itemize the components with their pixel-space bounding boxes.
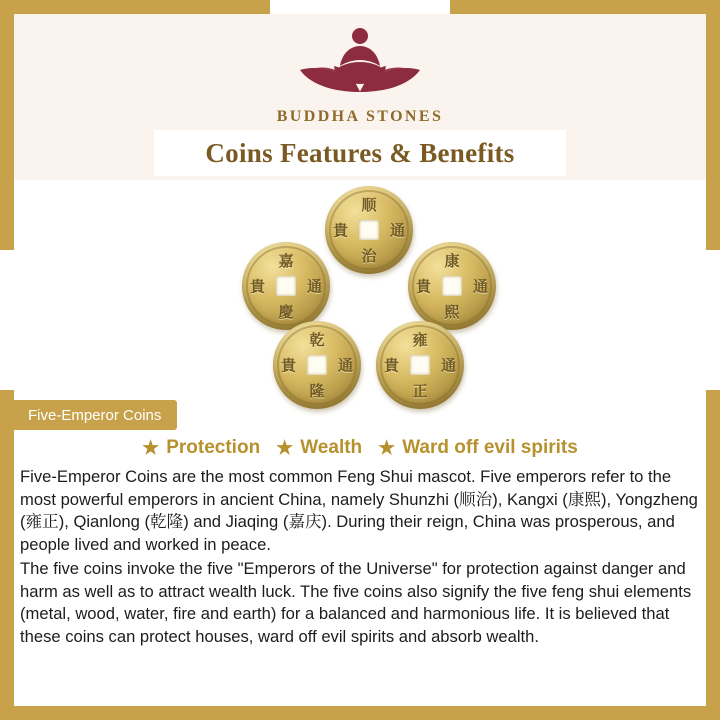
coin-hole [276,276,296,296]
brand-logo [0,22,720,126]
coin-hole [307,355,327,375]
frame-border-bottom [0,706,720,720]
coin-char-right: 通 [472,279,488,296]
coin-char-top: 乾 [309,333,325,349]
coin-char-right: 通 [337,358,353,375]
product-name-tag [14,400,177,430]
benefit-protection [142,437,260,459]
coin-char-right: 通 [389,223,405,240]
coin-char-top: 顺 [361,198,377,214]
benefit-label: Ward off evil spirits [402,437,578,458]
benefits-row [14,437,706,459]
frame-border-bottom-left [0,390,14,720]
frame-border-bottom-right [706,390,720,720]
coin-char-left: 貴 [250,279,266,296]
star-icon: ★ [276,437,294,459]
benefit-label: Protection [166,437,261,458]
coin-char-right: 通 [440,358,456,375]
product-name-label: Five-Emperor Coins [28,406,162,424]
coin-kangxi [408,242,496,330]
coin-char-right: 通 [306,279,322,296]
coin-hole [359,220,379,240]
coin-shunzhi [325,186,413,274]
coin-char-bottom: 隆 [309,384,325,400]
star-icon: ★ [378,437,396,459]
coin-char-bottom: 熙 [444,305,460,321]
coin-qianlong [273,321,361,409]
coin-yongzheng [376,321,464,409]
page-title: Coins Features & Benefits [205,137,515,168]
description-paragraph-1: Five-Emperor Coins are the most common Feng Shui mascot. Five emperors refer to the most powerful emperors in ancient China, namely Shunzhi (顺治), Kangxi (康熙), Yongzheng (雍正), Qianlong (乾隆) and Jiaqing (嘉庆). During their reign, China was prosperous, and people lived and worked in peace. [20,467,698,554]
coin-char-bottom: 治 [361,249,377,265]
benefit-wealth [276,437,362,459]
benefit-ward-off-evil-spirits [378,437,578,459]
coin-char-top: 嘉 [278,254,294,270]
description-paragraph-2: The five coins invoke the five "Emperors of the Universe" for protection against danger and harm as well as to attract wealth luck. The five coins also signify the five feng shui elements (metal, wood, water, fire and earth) for a balanced and harmonious life. It is believed that these coins can protect houses, ward off evil spirits and absorb wealth. [20,559,692,646]
coins-image [14,180,706,400]
coin-char-left: 貴 [333,223,349,240]
description-block [20,466,700,649]
page-title-band [154,130,566,176]
coin-char-left: 貴 [416,279,432,296]
benefit-label: Wealth [300,437,363,458]
coin-char-left: 貴 [281,358,297,375]
star-icon: ★ [142,437,160,459]
frame-border-top-right [450,0,720,14]
lotus-meditation-logo-icon [276,22,444,104]
coin-hole [442,276,462,296]
coin-char-top: 康 [444,254,460,270]
coin-char-top: 雍 [412,333,428,349]
coin-char-bottom: 慶 [278,305,294,321]
coin-jiaqing [242,242,330,330]
coin-group [14,180,706,400]
coin-hole [410,355,430,375]
coin-char-left: 貴 [384,358,400,375]
coin-char-bottom: 正 [412,384,428,400]
brand-name: BUDDHA STONES [276,108,444,125]
frame-border-top-left [0,0,270,14]
